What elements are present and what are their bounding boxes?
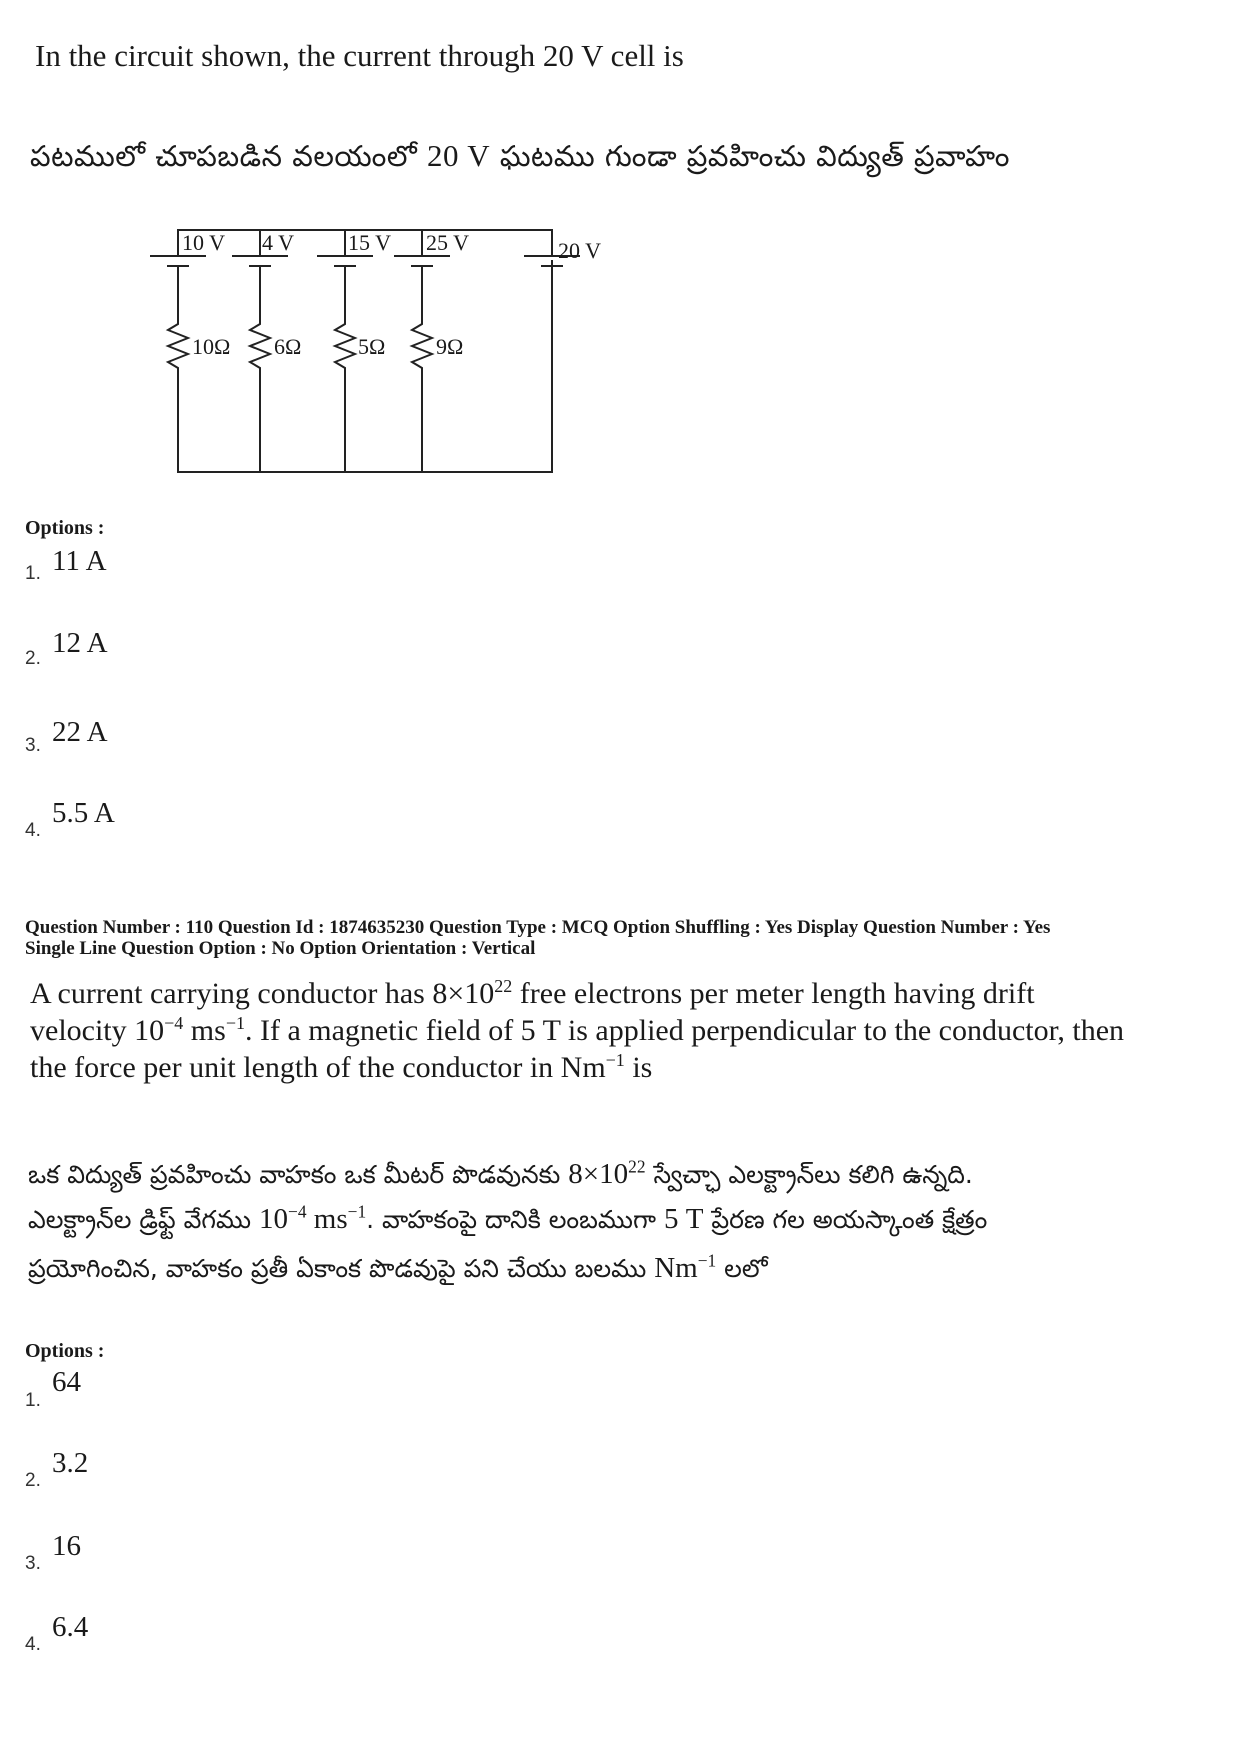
telugu-text: ప్రయోగించిన, వాహకం ప్రతీ ఏకాంక పొడవుపై పని చేయు బలము — [28, 1254, 647, 1283]
superscript: −1 — [697, 1250, 717, 1271]
question-1-text-english: In the circuit shown, the current through 20 V cell is — [35, 38, 684, 73]
question-2-telugu-line-3 — [28, 1252, 768, 1290]
option-number: 2. — [25, 1470, 41, 1491]
cell-label: 15 V — [348, 230, 391, 255]
option-number: 1. — [25, 563, 41, 584]
superscript: 22 — [494, 976, 513, 996]
superscript: −4 — [164, 1013, 184, 1033]
superscript: −1 — [225, 1013, 245, 1033]
telugu-text: ఎలక్ట్రాన్‌ల డ్రిఫ్ట్ వేగము — [28, 1205, 252, 1234]
resistor-5-ohm — [335, 312, 355, 472]
text: 8×10 — [568, 1158, 629, 1190]
question-meta-line-1: Question Number : 110 Question Id : 1874635230 Question Type : MCQ Option Shuffling : Yes Display Question Number : Yes — [25, 917, 1051, 938]
text: is — [624, 1051, 653, 1084]
resistor-label: 6Ω — [274, 334, 302, 359]
question-2-line-3 — [30, 1049, 652, 1086]
telugu-sci — [654, 1252, 716, 1284]
option-3-value[interactable]: 16 — [52, 1530, 81, 1562]
option-number: 2. — [25, 648, 41, 669]
text: the force per unit length of the conductor in Nm — [30, 1051, 606, 1084]
text: 10 — [259, 1203, 289, 1235]
resistor-6-ohm — [250, 312, 270, 472]
question-2-telugu-line-1 — [28, 1158, 973, 1196]
telugu-sci — [568, 1158, 645, 1190]
option-4-value[interactable]: 5.5 A — [52, 797, 115, 829]
option-number: 3. — [25, 1553, 41, 1574]
text: . If a magnetic field of 5 T is applied perpendicular to the conductor, then — [244, 1014, 1125, 1047]
text: A current carrying conductor has 8×10 — [30, 977, 495, 1010]
resistor-9-ohm — [412, 312, 432, 472]
telugu-text: లలో — [724, 1254, 768, 1283]
telugu-value: 20 V — [426, 138, 491, 173]
superscript: −4 — [288, 1201, 307, 1222]
cell-label: 25 V — [426, 230, 469, 255]
resistor-label: 5Ω — [358, 334, 386, 359]
telugu-sci: 5 T — [663, 1203, 704, 1235]
text: Nm — [654, 1252, 698, 1284]
options-label: Options : — [25, 1340, 105, 1362]
option-number: 4. — [25, 820, 41, 841]
option-1-value[interactable]: 11 A — [52, 545, 107, 577]
question-2-line-2 — [30, 1012, 1124, 1049]
cell-label: 4 V — [262, 230, 294, 255]
text: velocity 10 — [30, 1014, 165, 1047]
question-2-line-1 — [30, 975, 1035, 1012]
text: ms — [183, 1014, 226, 1047]
bottom-wire — [178, 260, 552, 472]
question-1-text-telugu — [30, 138, 1010, 181]
resistor-label: 9Ω — [436, 334, 464, 359]
options-label: Options : — [25, 517, 105, 539]
superscript: 22 — [628, 1156, 646, 1177]
superscript: −1 — [605, 1050, 625, 1070]
telugu-text: ఘటము గుండా ప్రవహించు విద్యుత్ ప్రవాహం — [499, 139, 1010, 173]
question-2-telugu-line-2 — [28, 1203, 987, 1241]
superscript: −1 — [347, 1201, 367, 1222]
text: free electrons per meter length having drift — [512, 977, 1035, 1010]
circuit-diagram — [140, 222, 620, 482]
option-number: 4. — [25, 1634, 41, 1655]
resistor-label: 10Ω — [192, 334, 231, 359]
option-2-value[interactable]: 3.2 — [52, 1447, 89, 1479]
resistor-10-ohm — [168, 312, 188, 472]
option-number: 1. — [25, 1390, 41, 1411]
telugu-text: ప్రేరణ గల అయస్కాంత క్షేత్రం — [711, 1205, 988, 1234]
cell-label: 20 V — [558, 238, 601, 263]
telugu-text: . వాహకంపై దానికి లంబముగా — [366, 1205, 656, 1234]
option-2-value[interactable]: 12 A — [52, 627, 108, 659]
cell-label: 10 V — [182, 230, 225, 255]
option-4-value[interactable]: 6.4 — [52, 1611, 89, 1643]
telugu-text: స్వేచ్ఛా ఎలక్ట్రాన్‌లు కలిగి ఉన్నది. — [653, 1160, 973, 1189]
option-number: 3. — [25, 735, 41, 756]
telugu-sci — [259, 1203, 366, 1235]
text: ms — [306, 1203, 348, 1235]
question-meta-line-2: Single Line Question Option : No Option Orientation : Vertical — [25, 938, 536, 959]
telugu-text: ఒక విద్యుత్ ప్రవహించు వాహకం ఒక మీటర్ పొడవునకు — [28, 1160, 561, 1189]
option-3-value[interactable]: 22 A — [52, 716, 108, 748]
option-1-value[interactable]: 64 — [52, 1366, 81, 1398]
telugu-text: పటములో చూపబడిన వలయంలో — [30, 139, 418, 173]
